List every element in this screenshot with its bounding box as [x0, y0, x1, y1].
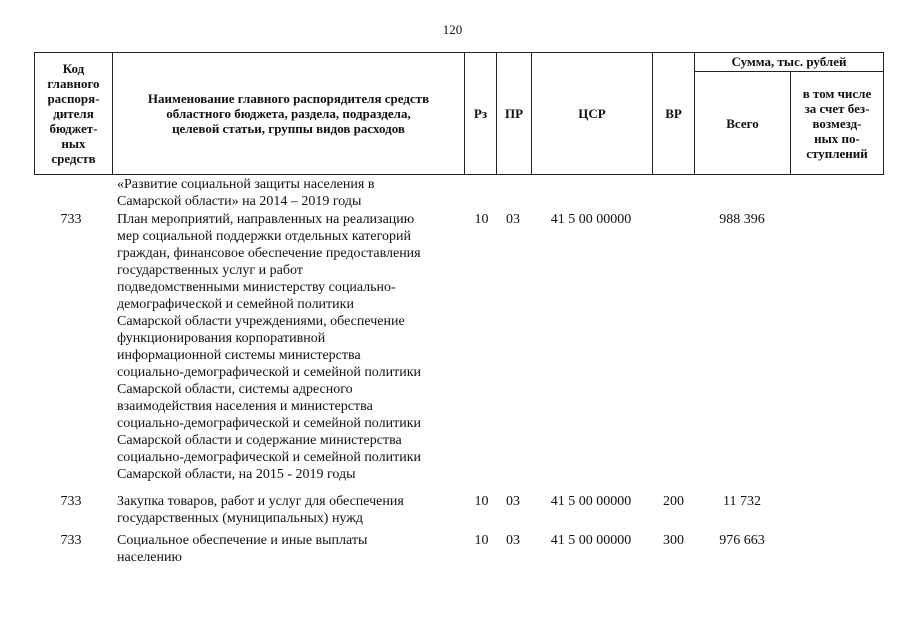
row-rz: 10 [474, 212, 489, 227]
table-row [34, 176, 884, 210]
row-name: «Развитие социальной защиты населения в Самарской области» на 2014 – 2019 годы [117, 177, 375, 209]
table-header [34, 52, 884, 175]
header-pr: ПР [504, 105, 524, 121]
header-total: Всего [726, 115, 759, 131]
page-number: 120 [442, 22, 463, 37]
table-row [34, 493, 884, 527]
table-row [34, 532, 884, 566]
header-csr: ЦСР [578, 105, 606, 121]
row-csr: 41 5 00 00000 [550, 533, 632, 548]
row-csr: 41 5 00 00000 [550, 212, 632, 227]
row-csr: 41 5 00 00000 [550, 494, 632, 509]
row-code: 733 [60, 212, 82, 227]
header-vr: ВР [665, 105, 682, 121]
header-sum-group: Сумма, тыс. рублей [731, 54, 847, 69]
row-pr: 03 [506, 533, 520, 548]
header-code: Код главного распоря- дителя бюджет- ных средств [47, 60, 100, 166]
header-rz: Рз [473, 105, 488, 121]
row-code: 733 [60, 494, 82, 509]
row-name: Социальное обеспечение и иные выплаты населению [117, 533, 368, 565]
row-pr: 03 [506, 212, 520, 227]
header-bottom-border [34, 174, 884, 175]
row-code: 733 [60, 533, 82, 548]
row-name: План мероприятий, направленных на реализацию мер социальной поддержки отдельных категорий граждан, финансовое обеспечение предоставления государственных услуг и работ подведомственными министерству социально- демографической и семейной политики Самарской области учреждениями, обеспечение функционирования корпоративной информационной системы министерства социально-демографической и семейной политики Самарской области, системы адресного взаимодействия населения и министерства социально-демографической и семейной политики Самарской области и содержание министерства социально-демографической и семейной политики Самарской области, на 2015 - 2019 годы [117, 212, 422, 482]
row-total: 976 663 [719, 533, 765, 548]
header-including: в том числе за счет без- возмезд- ных по- ступлений [802, 85, 872, 161]
row-vr: 300 [663, 533, 684, 548]
row-pr: 03 [506, 494, 520, 509]
row-vr: 200 [663, 494, 684, 509]
row-rz: 10 [474, 494, 489, 509]
table-row [34, 211, 884, 486]
header-name: Наименование главного распорядителя средств областного бюджета, раздела, подраздела, целевой статьи, группы видов расходов [147, 90, 430, 136]
row-rz: 10 [474, 533, 489, 548]
row-total: 11 732 [723, 494, 761, 509]
row-name: Закупка товаров, работ и услуг для обеспечения государственных (муниципальных) нужд [117, 494, 404, 526]
header-right-border [883, 52, 884, 175]
row-total: 988 396 [719, 212, 765, 227]
